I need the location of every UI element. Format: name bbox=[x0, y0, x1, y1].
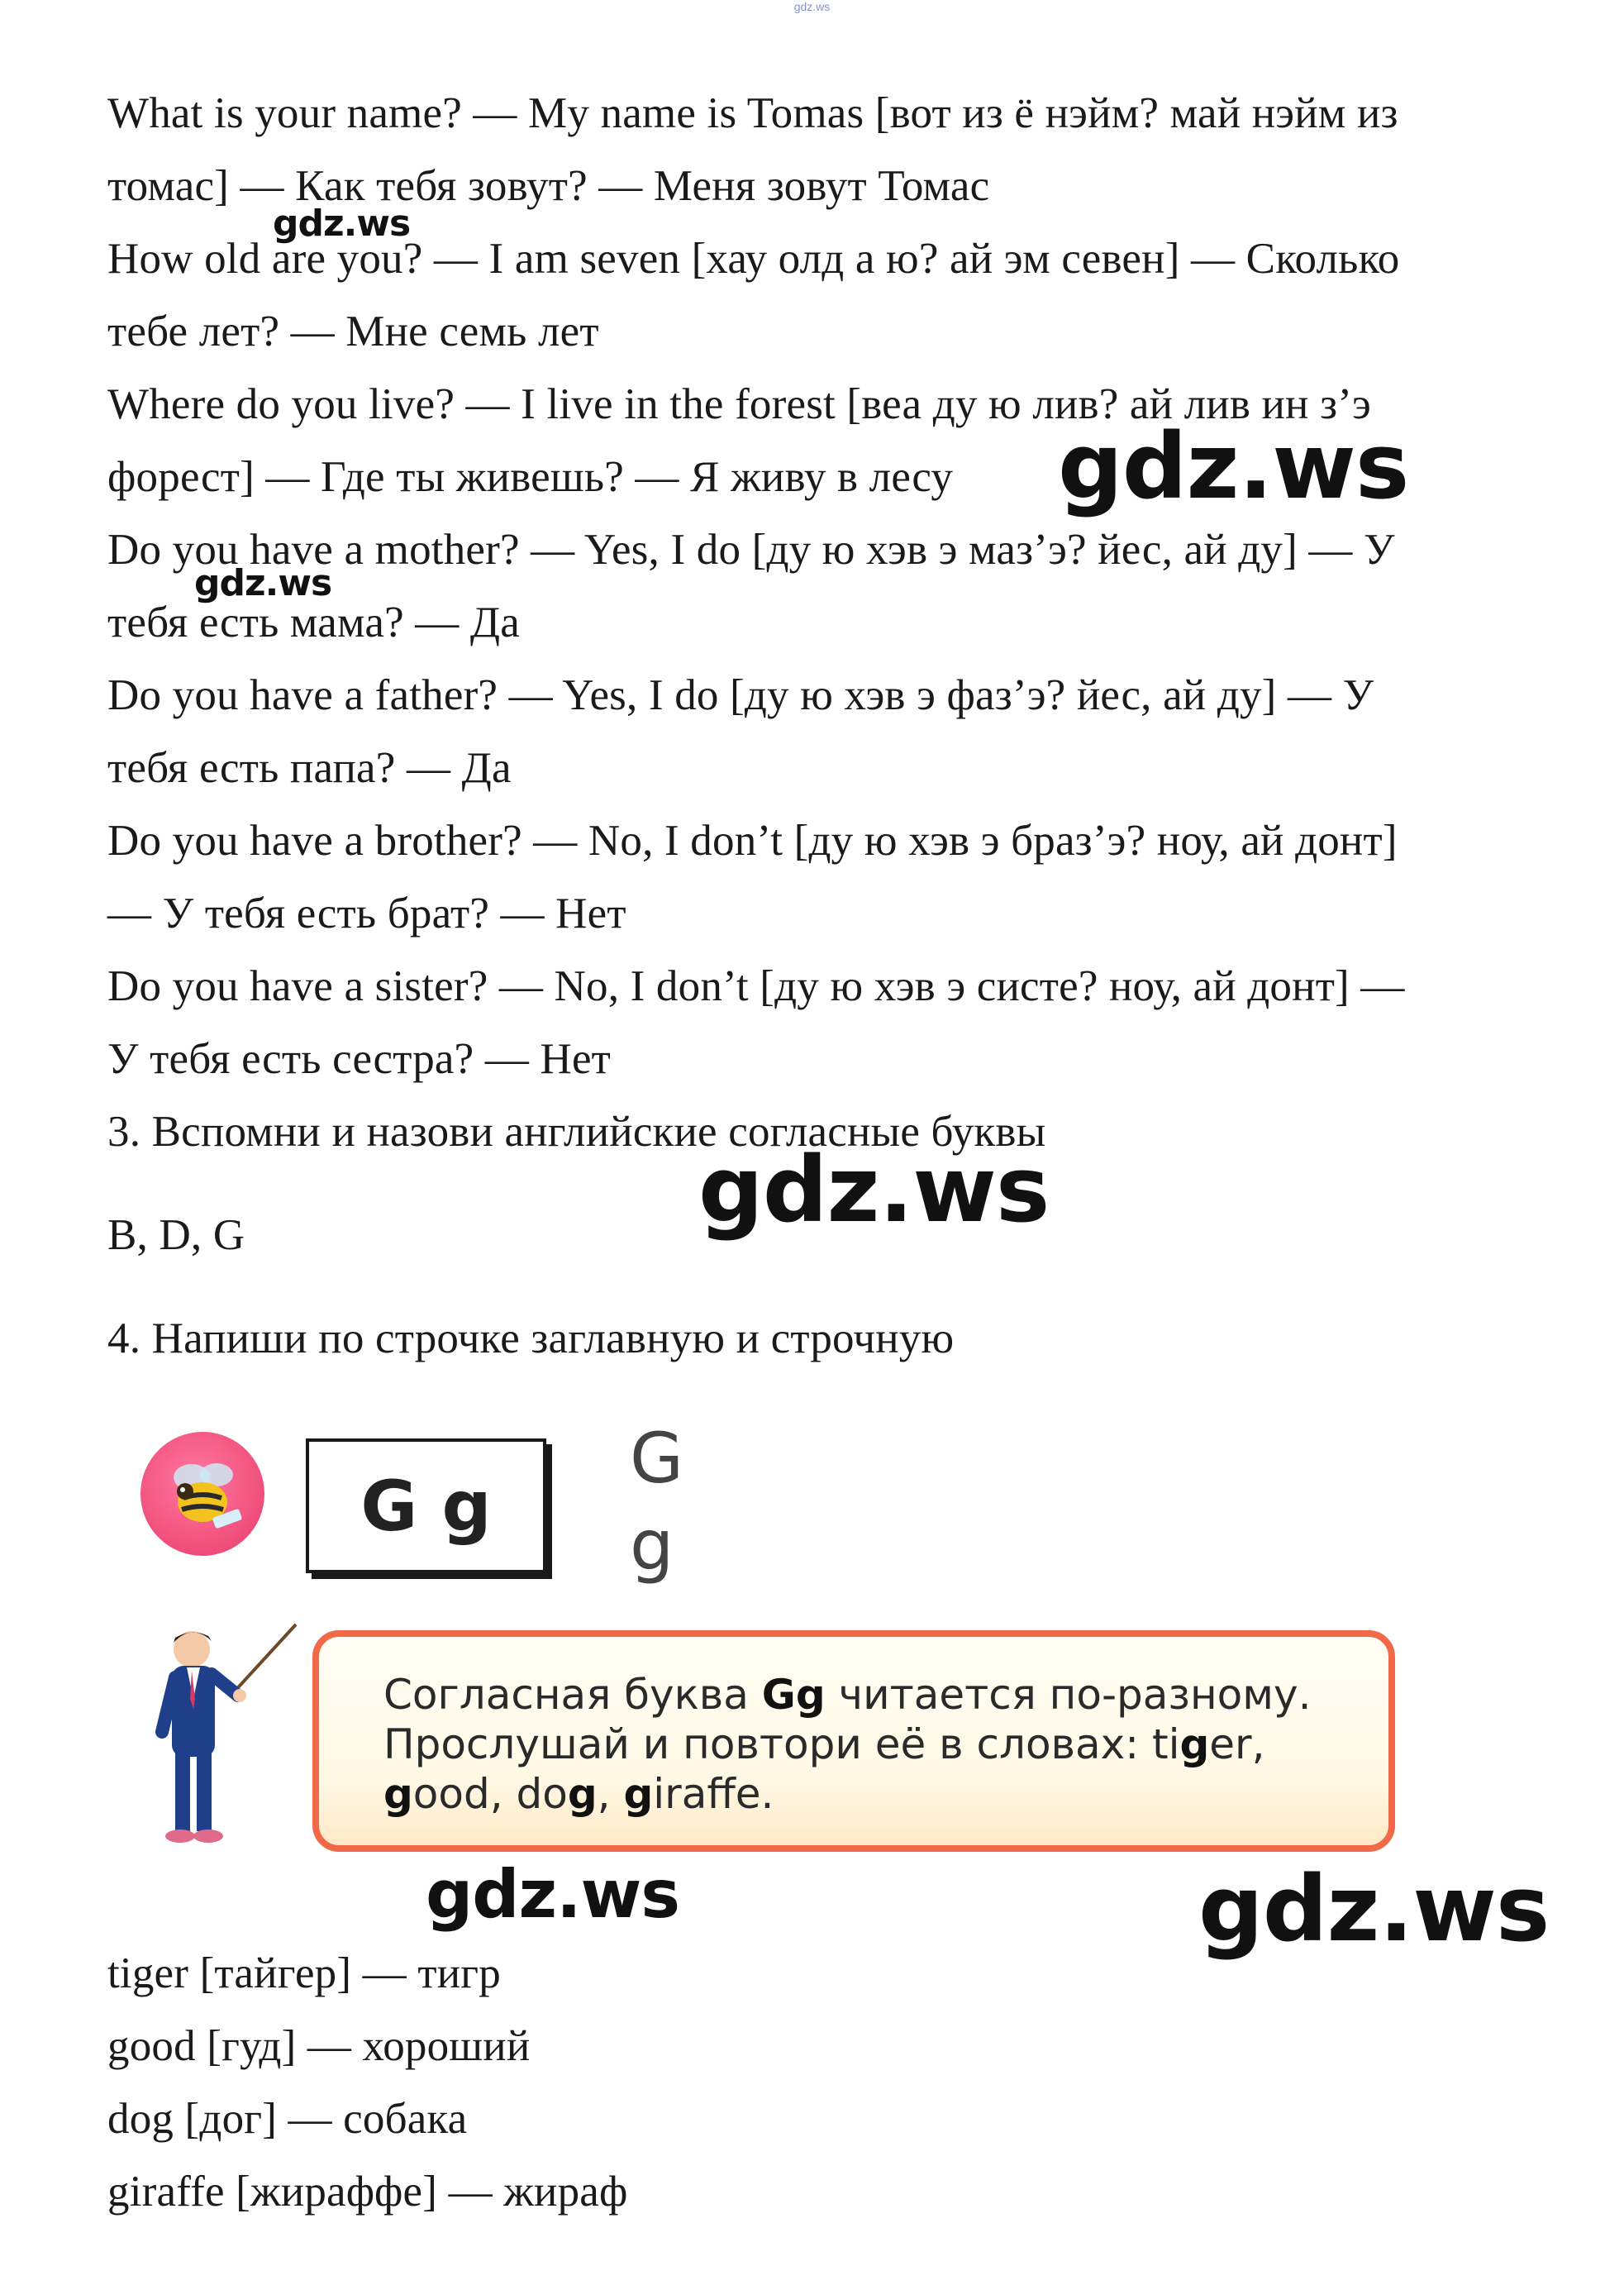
bee-icon bbox=[140, 1432, 264, 1556]
text-line: What is your name? — My name is Tomas [вот из ё нэйм? май нэйм из bbox=[107, 89, 1398, 137]
text-line: Do you have a brother? — No, I don’t [ду ю хэв э браз’э? ноу, ай донт] bbox=[107, 817, 1398, 865]
teacher-illustration bbox=[132, 1616, 306, 1868]
top-watermark: gdz.ws bbox=[793, 0, 831, 13]
text-line: Do you have a father? — Yes, I do [ду ю хэв э фаз’э? йес, ай ду] — У bbox=[107, 671, 1374, 719]
lowercase-sample: g bbox=[630, 1505, 674, 1586]
text-line: У тебя есть сестра? — Нет bbox=[107, 1035, 612, 1083]
text-line: — У тебя есть брат? — Нет bbox=[107, 890, 626, 937]
exercise-3-heading: 3. Вспомни и назови английские согласные буквы bbox=[107, 1108, 1046, 1156]
info-box bbox=[312, 1630, 1395, 1852]
text-line: Do you have a sister? — No, I don’t [ду ю хэв э систе? ноу, ай донт] — bbox=[107, 962, 1405, 1010]
vocab-item: good [гуд] — хороший bbox=[107, 2022, 531, 2070]
letter-card: G g bbox=[306, 1438, 546, 1573]
vocab-item: tiger [тайгер] — тигр bbox=[107, 1949, 501, 1997]
consonants-answer: B, D, G bbox=[107, 1211, 245, 1259]
vocab-item: dog [дог] — собака bbox=[107, 2095, 468, 2143]
text-line: Where do you live? — I live in the forest [веа ду ю лив? ай лив ин з’э bbox=[107, 380, 1372, 428]
text-line: форест] — Где ты живешь? — Я живу в лесу bbox=[107, 453, 954, 501]
watermark: gdz.ws bbox=[194, 562, 332, 604]
watermark: gdz.ws bbox=[1198, 1856, 1550, 1962]
uppercase-sample: G bbox=[630, 1418, 684, 1499]
text-line: How old are you? — I am seven [хау олд а ю? ай эм севен] — Сколько bbox=[107, 235, 1400, 283]
watermark: gdz.ws bbox=[698, 1137, 1050, 1243]
info-text: Согласная буква Gg читается по-разному. Прослушай и повтори её в словах: tiger, good, dog, giraffe. bbox=[383, 1671, 1312, 1818]
text-line: томас] — Как тебя зовут? — Меня зовут Томас bbox=[107, 162, 990, 210]
text-line: тебя есть мама? — Да bbox=[107, 599, 521, 646]
exercise-4-heading: 4. Напиши по строчке заглавную и строчную bbox=[107, 1314, 955, 1362]
text-line: Do you have a mother? — Yes, I do [ду ю хэв э маз’э? йес, ай ду] — У bbox=[107, 526, 1395, 574]
watermark: gdz.ws bbox=[426, 1856, 680, 1933]
text-line: тебе лет? — Мне семь лет bbox=[107, 308, 599, 355]
watermark: gdz.ws bbox=[273, 203, 411, 245]
vocab-item: giraffe [жираффе] — жираф bbox=[107, 2168, 628, 2216]
text-line: тебя есть папа? — Да bbox=[107, 744, 512, 792]
watermark: gdz.ws bbox=[1058, 413, 1409, 519]
